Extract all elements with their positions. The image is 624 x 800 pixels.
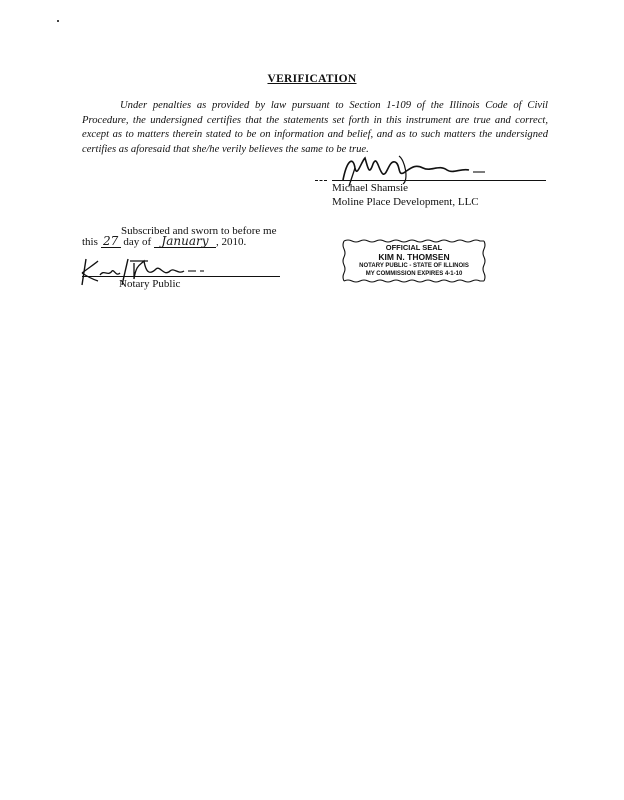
handwritten-day: 27 <box>101 236 121 248</box>
notary-public-label: Notary Public <box>119 278 181 290</box>
sworn-date-line <box>82 236 246 248</box>
official-seal-stamp <box>342 237 486 285</box>
signer-signature-line <box>332 180 546 181</box>
this-prefix: this <box>82 236 98 248</box>
notary-signature-line <box>82 276 280 277</box>
signer-name: Michael Shamsie <box>332 182 409 194</box>
subscribed-sworn-text: Subscribed and sworn to before me <box>121 225 277 237</box>
verification-statement: Under penalties as provided by law pursuant to Section 1-109 of the Illinois Code of Civil Procedure, the undersigned certifies that the statements set forth in this instrument are true and correct, except as to matters therein stated to be on information and belief, and as to such matters the undersigned certifies as aforesaid that she/he verily believes the same to be true. <box>82 100 548 155</box>
document-title: VERIFICATION <box>267 73 357 85</box>
day-of-text: day of <box>123 236 152 248</box>
year-text: , 2010. <box>215 236 247 248</box>
seal-title: OFFICIAL SEAL <box>385 243 443 252</box>
seal-state-line: NOTARY PUBLIC - STATE OF ILLINOIS <box>359 263 469 269</box>
scan-speck <box>57 20 59 22</box>
signature-line-lead <box>315 180 327 181</box>
signer-company: Moline Place Development, LLC <box>332 196 479 208</box>
seal-expiration-line: MY COMMISSION EXPIRES 4-1-10 <box>365 271 463 277</box>
handwritten-month: January <box>154 236 216 248</box>
seal-notary-name: KIM N. THOMSEN <box>378 252 450 262</box>
